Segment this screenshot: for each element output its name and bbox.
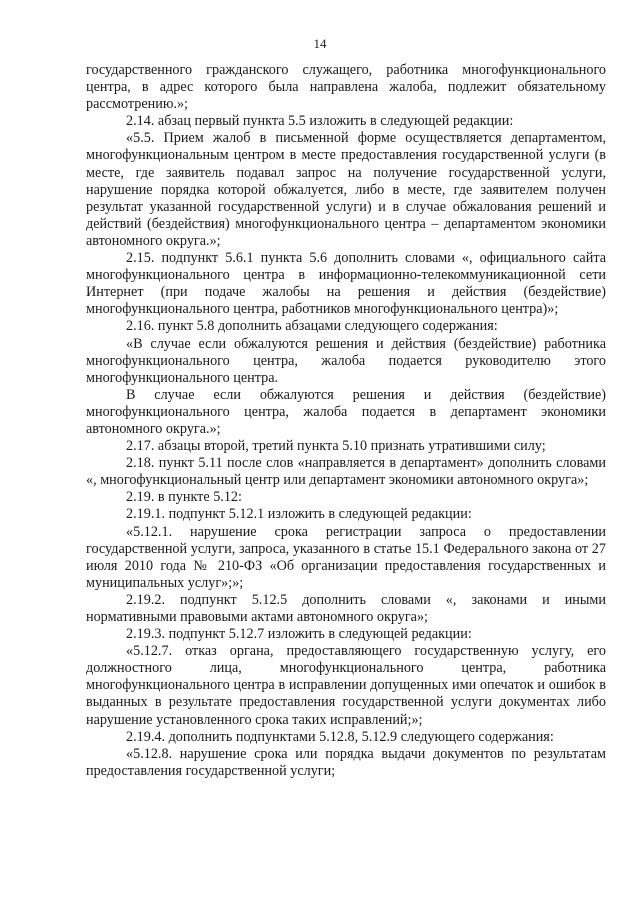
paragraph: «5.12.1. нарушение срока регистрации запроса о предоставлении государственной услуги, запроса, указанного в статье 15.1 Федерального закона от 27 июля 2010 года № 210-ФЗ «Об организации предоставления государственных и муниципальных услуг»;»; xyxy=(86,523,606,591)
paragraph: государственного гражданского служащего, работника многофункционального центра, в адрес которого была направлена жалоба, подлежит обязательному рассмотрению.»; xyxy=(86,62,606,113)
paragraph: «5.5. Прием жалоб в письменной форме осуществляется департаментом, многофункциональным центром в месте предоставления государственной услуги (в месте, где заявитель подавал запрос на получение государственной услуги, нарушение порядка которой обжалуется, либо в месте, где заявителем получен результат указанной государственной услуги) и в случае обжалования решений и действий (бездействия) многофункционального центра – департаментом экономики автономного округа.»; xyxy=(86,130,606,249)
paragraph: 2.19.1. подпункт 5.12.1 изложить в следующей редакции: xyxy=(126,506,472,523)
paragraph: «В случае если обжалуются решения и действия (бездействие) работника многофункционального центра, жалоба подается руководителю этого многофункционального центра. xyxy=(86,335,606,386)
paragraph: 2.19. в пункте 5.12: xyxy=(126,489,242,506)
paragraph: 2.19.4. дополнить подпунктами 5.12.8, 5.12.9 следующего содержания: xyxy=(126,728,554,745)
paragraph: 2.15. подпункт 5.6.1 пункта 5.6 дополнить словами «, официального сайта многофункционального центра в информационно-телекоммуникационной сети Интернет (при подаче жалобы на решения и действия (бездействие) многофункционального центра, работников многофункционального центра)»; xyxy=(86,250,606,318)
paragraph: 2.14. абзац первый пункта 5.5 изложить в следующей редакции: xyxy=(126,113,514,130)
document-body xyxy=(86,62,606,780)
paragraph: «5.12.8. нарушение срока или порядка выдачи документов по результатам предоставления государственной услуги; xyxy=(86,745,606,779)
paragraph: 2.19.2. подпункт 5.12.5 дополнить словами «, законами и иными нормативными правовыми актами автономного округа»; xyxy=(86,591,606,625)
paragraph: «5.12.7. отказ органа, предоставляющего государственную услугу, его должностного лица, многофункционального центра, работника многофункционального центра в исправлении допущенных ими опечаток и ошибок в выданных в результате предоставления государственной услуги документах либо нарушение установленного срока таких исправлений;»; xyxy=(86,643,606,728)
paragraph: 2.18. пункт 5.11 после слов «направляется в департамент» дополнить словами «, многофункциональный центр или департамент экономики автономного округа»; xyxy=(86,455,606,489)
paragraph: 2.16. пункт 5.8 дополнить абзацами следующего содержания: xyxy=(126,318,498,335)
paragraph: 2.17. абзацы второй, третий пункта 5.10 признать утратившими силу; xyxy=(126,438,546,455)
page-number: 14 xyxy=(313,36,327,51)
paragraph: В случае если обжалуются решения и действия (бездействие) многофункционального центра, жалоба подается в департамент экономики автономного округа.»; xyxy=(86,386,606,437)
paragraph: 2.19.3. подпункт 5.12.7 изложить в следующей редакции: xyxy=(126,626,472,643)
